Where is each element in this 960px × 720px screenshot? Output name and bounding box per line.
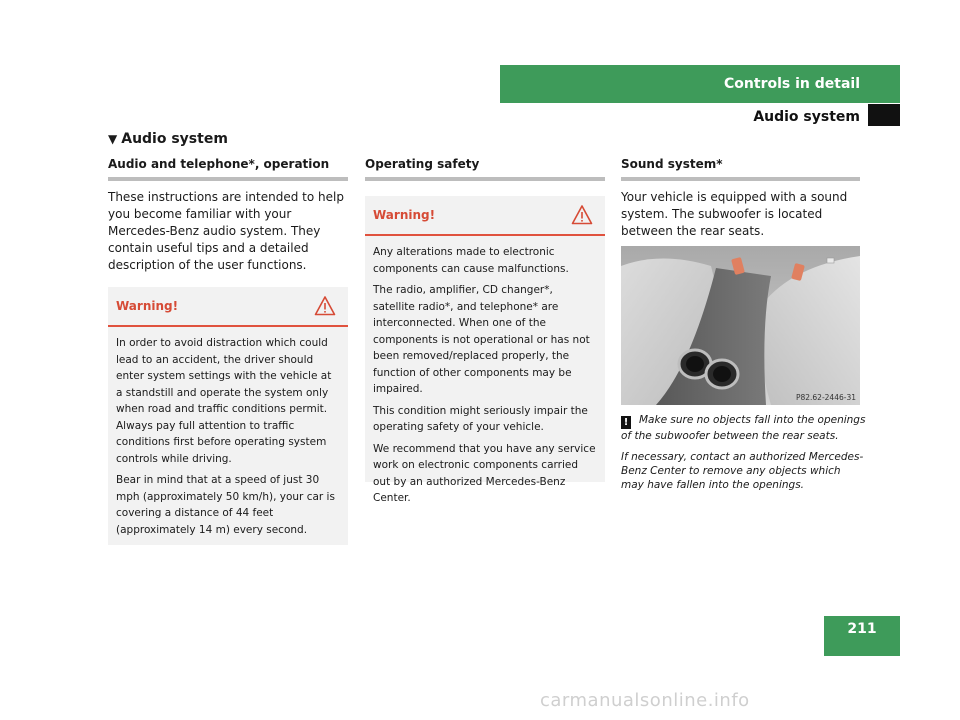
col2-warning-paragraph: Any alterations made to electronic components can cause malfunctions. xyxy=(373,246,569,275)
col1-intro: These instructions are intended to help you become familiar with your Mercedes-Benz audio system. They contain useful tips and a detailed description of the user functions. xyxy=(108,190,344,272)
col3-note-text: Make sure no objects fall into the openings of the subwoofer between the rear seats. xyxy=(621,414,866,442)
section-title-text: Audio system xyxy=(121,131,228,147)
col2-warning-paragraph: We recommend that you have any service work on electronic components carried out by an authorized Mercedes-Benz Center. xyxy=(373,442,596,504)
col2-warning-title: Warning! xyxy=(373,208,436,222)
col3-heading: Sound system* xyxy=(621,157,860,181)
col2-warning-paragraph: This condition might seriously impair the operating safety of your vehicle. xyxy=(373,404,588,433)
watermark: carmanualsonline.info xyxy=(540,690,750,711)
warning-triangle-icon xyxy=(314,295,336,317)
section-header: Audio system xyxy=(753,109,860,125)
page-number: 211 xyxy=(824,616,900,656)
col3-intro: Your vehicle is equipped with a sound system. The subwoofer is located between the rear seats. xyxy=(621,190,848,238)
col2-warning-box xyxy=(365,196,605,504)
col2-warning-body xyxy=(365,236,605,520)
exclamation-icon: ! xyxy=(621,416,631,429)
col3-note: If necessary, contact an authorized Mercedes-Benz Center to remove any objects which may have fallen into the openings. xyxy=(621,451,864,491)
section-title xyxy=(108,131,228,147)
col1-warning-paragraph: In order to avoid distraction which could lead to an accident, the driver should enter system settings with the vehicle at a standstill and operate the system only when road and traffic conditions permit. Always pay full attention to traffic conditions first before operating system controls while driving. xyxy=(116,337,332,465)
col1-warning-box xyxy=(108,287,348,545)
image-code: P82.62-2446-31 xyxy=(795,393,856,402)
warning-triangle-icon xyxy=(571,204,593,226)
col3-note xyxy=(621,413,866,443)
col1-heading: Audio and telephone*, operation xyxy=(108,157,348,181)
col1-warning-body xyxy=(108,327,348,551)
col2-warning-header xyxy=(365,196,605,236)
triangle-marker-icon: ▼ xyxy=(108,132,118,146)
header-corner-block xyxy=(868,104,900,126)
col1-warning-title: Warning! xyxy=(116,299,179,313)
subwoofer-photo xyxy=(621,246,860,405)
chapter-header: Controls in detail xyxy=(500,65,900,103)
col2-heading: Operating safety xyxy=(365,157,605,181)
col1-warning-header xyxy=(108,287,348,327)
col2-warning-paragraph: The radio, amplifier, CD changer*, satellite radio*, and telephone* are interconnected. When one of the components is not operational or has not been removed/replaced properly, the function of other components may be impaired. xyxy=(373,284,590,395)
col1-warning-paragraph: Bear in mind that at a speed of just 30 mph (approximately 50 km/h), your car is covering a distance of 44 feet (approximately 14 m) every second. xyxy=(116,474,335,536)
